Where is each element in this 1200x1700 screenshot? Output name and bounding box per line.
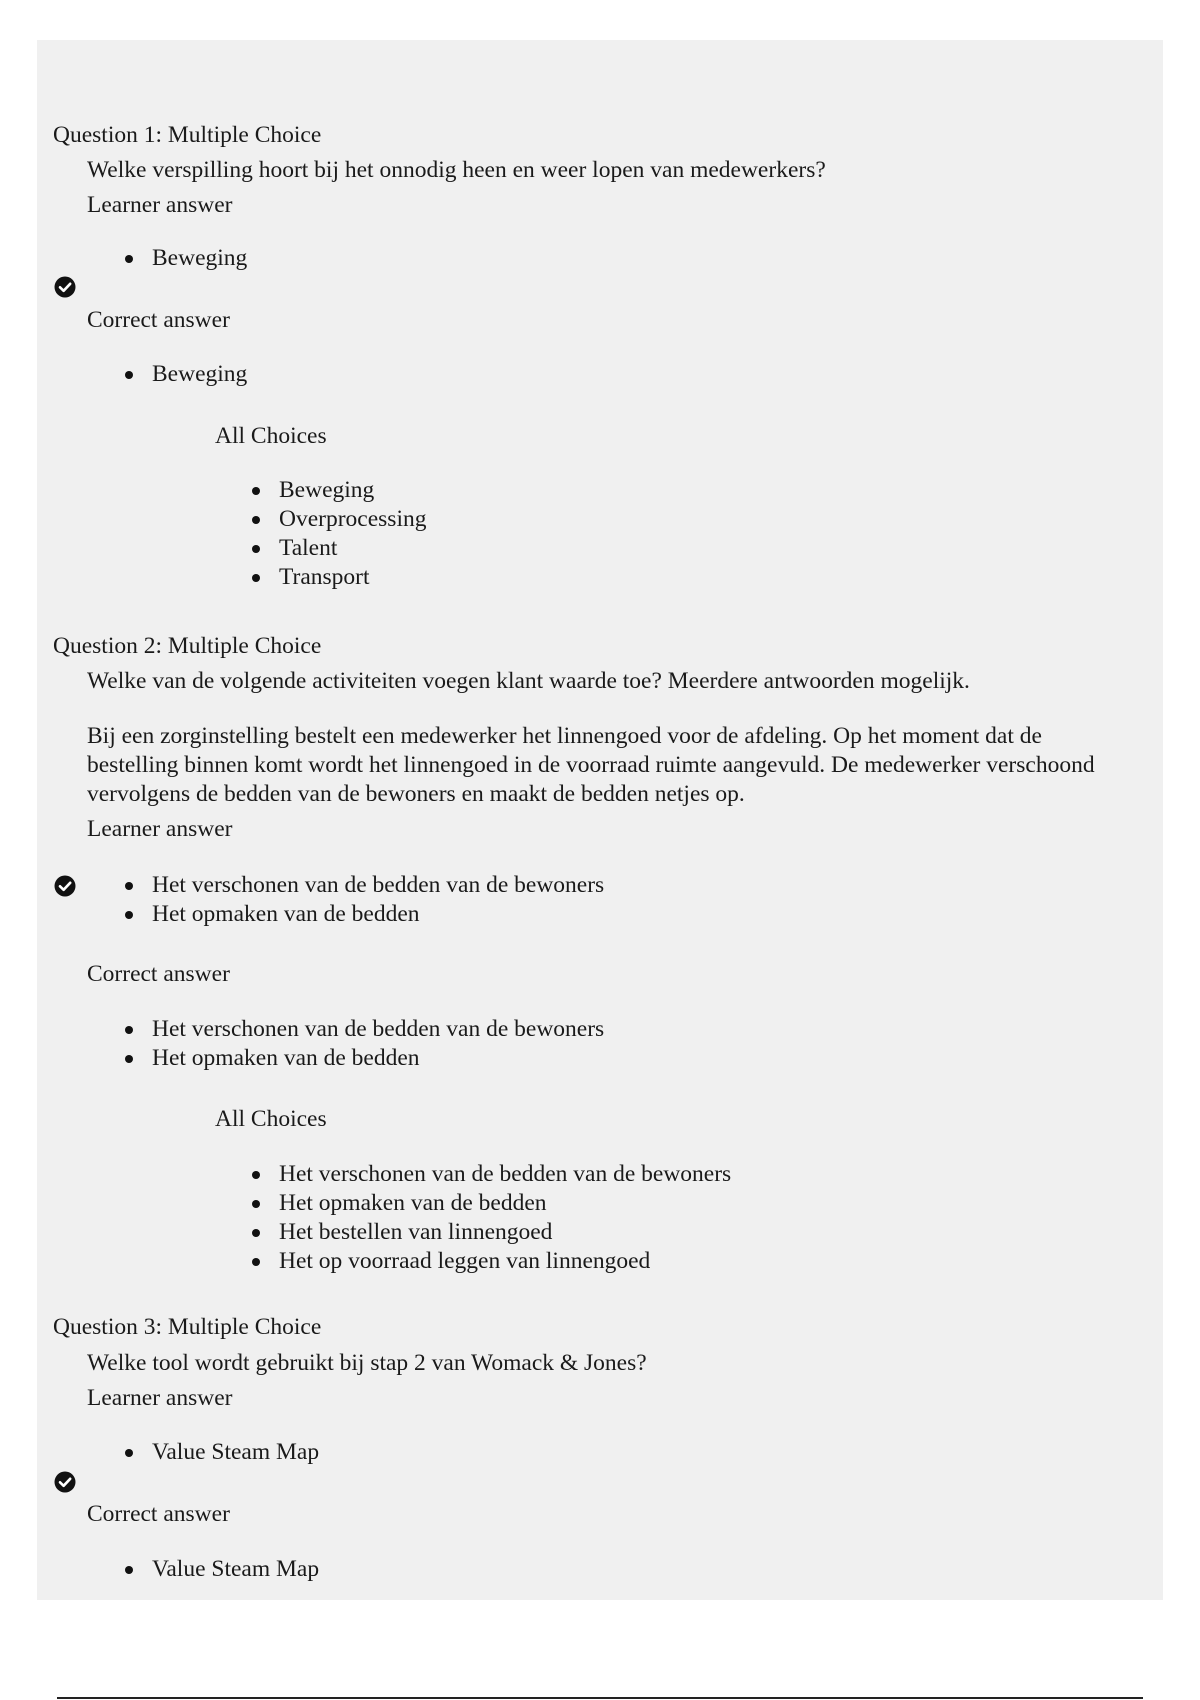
list-item: Het opmaken van de bedden (125, 1044, 604, 1073)
footer-divider (57, 1697, 1143, 1699)
correct-answer-label: Correct answer (87, 1501, 230, 1527)
list-item: Het opmaken van de bedden (125, 900, 604, 929)
check-circle-icon (54, 875, 76, 897)
all-choices-list (252, 1160, 731, 1276)
check-circle-icon (54, 1471, 76, 1493)
correct-answer-list (125, 1555, 319, 1584)
correct-answer-label: Correct answer (87, 961, 230, 987)
check-circle-icon (54, 276, 76, 298)
learner-answer-label: Learner answer (87, 816, 233, 842)
list-item: Beweging (252, 476, 426, 505)
list-item: Overprocessing (252, 505, 426, 534)
correct-answer-list (125, 360, 247, 389)
list-item: Het verschonen van de bedden van de bewoners (252, 1160, 731, 1189)
question-title: Question 2: Multiple Choice (53, 633, 322, 659)
learner-answer-label: Learner answer (87, 192, 233, 218)
list-item: Talent (252, 534, 426, 563)
learner-answer-label: Learner answer (87, 1385, 233, 1411)
question-prompt: Welke tool wordt gebruikt bij stap 2 van Womack & Jones? (87, 1350, 647, 1376)
list-item: Transport (252, 563, 426, 592)
learner-answer-list (125, 1438, 319, 1467)
question-prompt: Welke van de volgende activiteiten voegen klant waarde toe? Meerdere antwoorden mogelijk. (87, 668, 970, 694)
list-item: Het op voorraad leggen van linnengoed (252, 1247, 731, 1276)
list-item: Value Steam Map (125, 1438, 319, 1467)
list-item: Beweging (125, 244, 247, 273)
question-title: Question 3: Multiple Choice (53, 1314, 322, 1340)
correct-answer-list (125, 1015, 604, 1073)
all-choices-label: All Choices (215, 423, 327, 449)
list-item: Het verschonen van de bedden van de bewoners (125, 871, 604, 900)
list-item: Beweging (125, 360, 247, 389)
question-context: Bij een zorginstelling bestelt een medewerker het linnengoed voor de afdeling. Op het moment dat de bestelling binnen komt wordt het linnengoed in de voorraad ruimte aangevuld. De medewerker verschoond vervolgens de bedden van de bewoners en maakt de bedden netjes op. (87, 723, 1095, 807)
all-choices-label: All Choices (215, 1106, 327, 1132)
list-item: Het verschonen van de bedden van de bewoners (125, 1015, 604, 1044)
list-item: Value Steam Map (125, 1555, 319, 1584)
quiz-review-panel (37, 40, 1163, 1600)
all-choices-list (252, 476, 426, 592)
list-item: Het bestellen van linnengoed (252, 1218, 731, 1247)
question-title: Question 1: Multiple Choice (53, 122, 322, 148)
list-item: Het opmaken van de bedden (252, 1189, 731, 1218)
question-prompt: Welke verspilling hoort bij het onnodig heen en weer lopen van medewerkers? (87, 157, 826, 183)
learner-answer-list (125, 871, 604, 929)
learner-answer-list (125, 244, 247, 273)
correct-answer-label: Correct answer (87, 307, 230, 333)
